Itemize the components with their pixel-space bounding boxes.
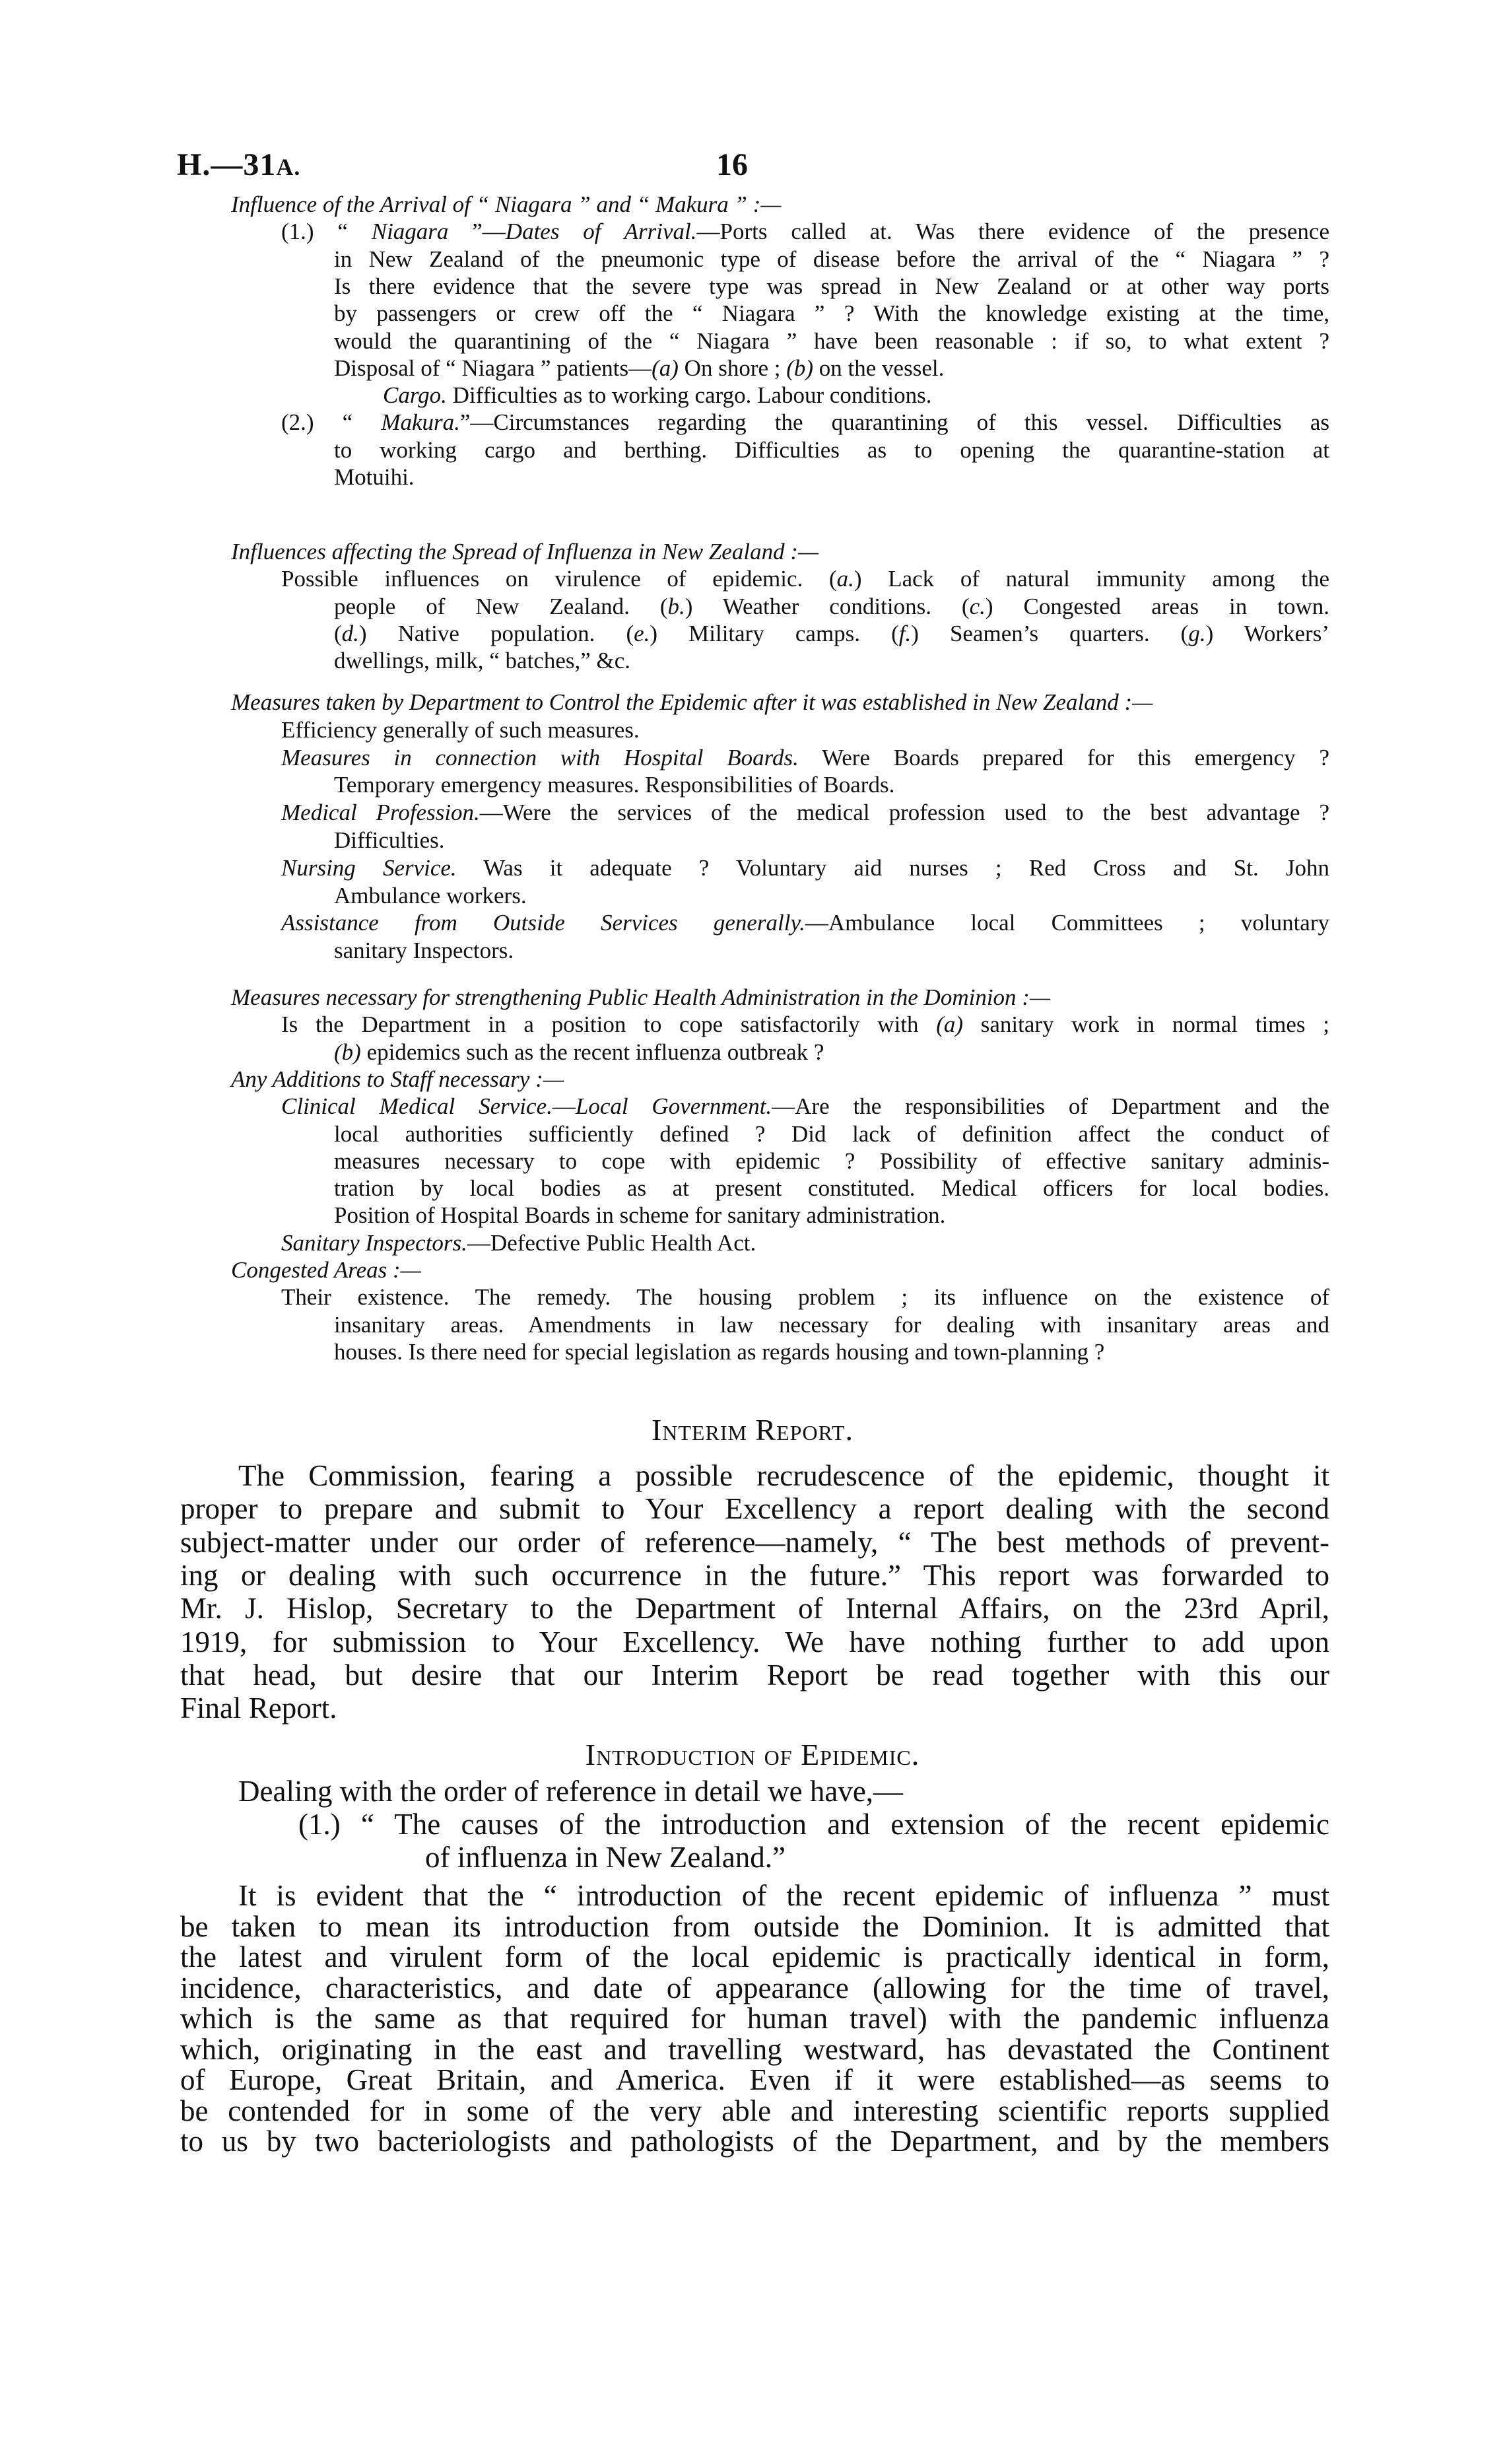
text: (2.) “: [281, 409, 382, 436]
text: —Ports called at. Was there evidence of the presence: [696, 219, 1329, 245]
text: It is evident that the “ introduction of the recent epidemic of influenza ” must: [238, 1879, 1329, 1912]
text-line: [281, 1011, 1329, 1038]
italic-text: Assistance from Outside Services generally.: [281, 910, 805, 936]
text-line: [334, 1175, 1329, 1202]
text: would the quarantining of the “ Niagara ” have been reasonable : if so, to what extent ?: [334, 327, 1329, 354]
text-line: [180, 2096, 1329, 2127]
italic-text: d.: [341, 620, 359, 646]
text-line: [334, 1202, 1329, 1229]
text: On shore ;: [678, 355, 787, 381]
text-line: [180, 1692, 1329, 1725]
section-title: [0, 1736, 1505, 1773]
text-line: [180, 1659, 1329, 1692]
text: Is the Department in a position to cope satisfactorily with: [281, 1011, 937, 1038]
italic-text: Any Additions to Staff necessary :—: [231, 1066, 564, 1092]
text: ) Workers’: [1205, 620, 1329, 646]
text: ) Weather conditions. (: [685, 593, 970, 619]
text-line: [383, 382, 1329, 409]
text-line: [334, 827, 1329, 854]
text-line: [180, 2034, 1329, 2065]
text-line: [238, 1459, 1329, 1492]
text: Final Report.: [180, 1692, 337, 1725]
text-line: [334, 273, 1329, 300]
italic-text: Makura.: [381, 409, 460, 436]
text: —Are the responsibilities of Department and the: [772, 1093, 1329, 1120]
text: in New Zealand of the pneumonic type of disease before the arrival of the “ Niagara ” ?: [334, 246, 1329, 272]
document-code-suffix: A.: [276, 154, 301, 180]
text-line: [180, 1559, 1329, 1592]
text: Dealing with the order of reference in detail we have,—: [238, 1775, 904, 1808]
text: —Defective Public Health Act.: [467, 1229, 756, 1256]
text: to working cargo and berthing. Difficulties as to opening the quarantine-station at: [334, 436, 1329, 463]
text: ”—: [448, 219, 506, 245]
text: be taken to mean its introduction from outside the Dominion. It is admitted that: [180, 1909, 1329, 1943]
text: Disposal of “ Niagara ” patients—: [334, 355, 652, 381]
text-line: [281, 1283, 1329, 1311]
text: Difficulties.: [334, 827, 445, 853]
text: Interim Report.: [651, 1413, 854, 1447]
italic-text: Medical Profession.: [281, 800, 480, 826]
text: Motuihi.: [334, 464, 415, 490]
text-line: [425, 1841, 1329, 1874]
text-line: [334, 1311, 1329, 1338]
text: the latest and virulent form of the local epidemic is practically identical in form,: [180, 1940, 1329, 1973]
text: —: [552, 1093, 576, 1120]
text: ) Military camps. (: [650, 620, 899, 646]
text-line: [180, 1626, 1329, 1659]
text-line: [334, 771, 1329, 798]
page-number: 16: [716, 147, 748, 182]
italic-text: (b): [786, 355, 814, 381]
text-line: [281, 1229, 1329, 1256]
italic-text: Congested Areas :—: [231, 1257, 421, 1283]
text-line: [238, 1880, 1329, 1911]
text: ing or dealing with such occurrence in the future.” This report was forwarded to: [180, 1558, 1329, 1592]
text: —Ambulance local Committees ; voluntary: [805, 910, 1329, 936]
italic-text: b.: [667, 593, 685, 619]
text-line: [180, 1942, 1329, 1973]
italic-text: (a): [936, 1011, 964, 1038]
text: on the vessel.: [813, 355, 945, 381]
text-line: [334, 1147, 1329, 1175]
italic-text: c.: [969, 593, 986, 619]
text: insanitary areas. Amendments in law necessary for dealing with insanitary areas and: [334, 1311, 1329, 1338]
text: Temporary emergency measures. Responsibilities of Boards.: [334, 772, 895, 798]
section-heading: [231, 1066, 1329, 1093]
text: houses. Is there need for special legislation as regards housing and town-planning ?: [334, 1338, 1105, 1365]
text: tration by local bodies as at present constituted. Medical officers for local bodies.: [334, 1175, 1329, 1202]
text: which is the same as that required for human travel) with the pandemic influenza: [180, 2002, 1329, 2035]
text: Ambulance workers.: [334, 882, 527, 908]
text-line: [281, 909, 1329, 936]
text-line: [281, 218, 1329, 245]
text: —Were the services of the medical profession used to the best advantage ?: [479, 800, 1329, 826]
italic-text: Measures in connection with Hospital Boards.: [281, 744, 799, 770]
text: Efficiency generally of such measures.: [281, 716, 640, 743]
text: ) Lack of natural immunity among the: [853, 566, 1329, 592]
text: Position of Hospital Boards in scheme for sanitary administration.: [334, 1202, 946, 1229]
text: Were Boards prepared for this emergency ?: [798, 744, 1329, 770]
section-heading: [231, 1256, 1329, 1283]
italic-text: Measures necessary for strengthening Public Health Administration in the Dominion :—: [231, 984, 1051, 1010]
text-line: [334, 620, 1329, 647]
text-line: [298, 1808, 1329, 1841]
document-code: [177, 147, 300, 183]
text-line: [281, 744, 1329, 771]
text: 1919, for submission to Your Excellency. We have nothing further to add upon: [180, 1625, 1329, 1659]
section-title: [0, 1412, 1505, 1449]
text-line: [281, 799, 1329, 826]
text-line: [334, 937, 1329, 964]
text: Their existence. The remedy. The housing problem ; its influence on the existence of: [281, 1284, 1329, 1311]
section-heading: [231, 191, 1329, 218]
text-line: [334, 647, 1329, 674]
section-heading: [231, 538, 1329, 565]
text: Mr. J. Hislop, Secretary to the Department of Internal Affairs, on the 23rd April,: [180, 1592, 1329, 1626]
text-line: [180, 2126, 1329, 2157]
text: incidence, characteristics, and date of appearance (allowing for the time of travel,: [180, 1971, 1329, 2004]
text: Introduction of Epidemic.: [585, 1738, 920, 1771]
text: local authorities sufficiently defined ? Did lack of definition affect the conduct of: [334, 1120, 1329, 1147]
text-line: [180, 1973, 1329, 2004]
text-line: [281, 1093, 1329, 1120]
italic-text: Sanitary Inspectors.: [281, 1229, 467, 1256]
text: be contended for in some of the very able and interesting scientific reports supplied: [180, 2094, 1329, 2127]
text-line: [334, 327, 1329, 355]
text: ) Native population. (: [358, 620, 634, 646]
text: subject-matter under our order of reference—namely, “ The best methods of prevent-: [180, 1525, 1329, 1559]
text: of influenza in New Zealand.”: [425, 1841, 786, 1874]
text: measures necessary to cope with epidemic ? Possibility of effective sanitary adminis-: [334, 1147, 1329, 1174]
italic-text: Local Government.: [575, 1093, 772, 1120]
text: epidemics such as the recent influenza outbreak ?: [360, 1039, 824, 1065]
italic-text: (a): [652, 355, 679, 381]
text: ) Seamen’s quarters. (: [911, 620, 1189, 646]
text: The Commission, fearing a possible recrudescence of the epidemic, thought it: [238, 1459, 1329, 1492]
text-line: [334, 355, 1329, 382]
text-line: [334, 1338, 1329, 1365]
text: ) Congested areas in town.: [985, 593, 1329, 619]
italic-text: Clinical Medical Service.: [281, 1093, 552, 1120]
text-line: [334, 246, 1329, 273]
text: sanitary Inspectors.: [334, 938, 514, 964]
text: Was it adequate ? Voluntary aid nurses ; Red Cross and St. John: [456, 854, 1330, 881]
italic-text: Nursing Service.: [281, 854, 457, 881]
text: people of New Zealand. (: [334, 593, 668, 619]
text: Is there evidence that the severe type was spread in New Zealand or at other way ports: [334, 273, 1329, 299]
italic-text: f.: [898, 620, 912, 646]
text-line: [180, 1911, 1329, 1942]
text: dwellings, milk, “ batches,” &c.: [334, 648, 631, 674]
text: sanitary work in normal times ;: [963, 1011, 1329, 1038]
text-line: [180, 1526, 1329, 1559]
text-line: [334, 463, 1329, 491]
italic-text: a.: [836, 566, 854, 592]
italic-text: g.: [1188, 620, 1206, 646]
italic-text: Dates of Arrival.: [505, 219, 697, 245]
text-line: [281, 716, 1329, 743]
italic-text: Influences affecting the Spread of Influenza in New Zealand :—: [231, 539, 819, 565]
section-heading: [231, 984, 1329, 1011]
text-line: [180, 1492, 1329, 1525]
text-line: [238, 1775, 1329, 1808]
text-line: [281, 409, 1329, 436]
text: of Europe, Great Britain, and America. Even if it were established—as seems to: [180, 2063, 1329, 2096]
text-line: [180, 1592, 1329, 1625]
text-line: [334, 593, 1329, 620]
text: (1.) “ The causes of the introduction and extension of the recent epidemic: [298, 1808, 1329, 1841]
text-line: [281, 565, 1329, 592]
italic-text: Measures taken by Department to Control the Epidemic after it was established in New Zealand :—: [231, 689, 1153, 715]
text-line: [334, 882, 1329, 909]
italic-text: Niagara: [371, 219, 449, 245]
italic-text: Cargo.: [383, 382, 447, 409]
text: ”—Circumstances regarding the quarantining of this vessel. Difficulties as: [459, 409, 1329, 436]
text-line: [334, 436, 1329, 463]
text: proper to prepare and submit to Your Excellency a report dealing with the second: [180, 1492, 1329, 1526]
text-line: [281, 854, 1329, 881]
text-line: [334, 1120, 1329, 1147]
section-heading: [231, 689, 1329, 716]
text-line: [334, 1039, 1329, 1066]
text: which, originating in the east and travelling westward, has devastated the Continent: [180, 2032, 1329, 2066]
text: Difficulties as to working cargo. Labour conditions.: [446, 382, 932, 409]
italic-text: (b): [334, 1039, 361, 1065]
text: to us by two bacteriologists and pathologists of the Department, and by the members: [180, 2125, 1329, 2158]
text: (: [334, 620, 342, 646]
text-line: [180, 2065, 1329, 2096]
text: Possible influences on virulence of epidemic. (: [281, 566, 837, 592]
text: by passengers or crew off the “ Niagara ” ? With the knowledge existing at the time,: [334, 300, 1329, 327]
text-line: [334, 300, 1329, 327]
italic-text: Influence of the Arrival of “ Niagara ” and “ Makura ” :—: [231, 191, 782, 217]
text: that head, but desire that our Interim Report be read together with this our: [180, 1658, 1329, 1692]
italic-text: e.: [634, 620, 650, 646]
text: (1.) “: [281, 219, 372, 245]
document-code-main: H.—31: [177, 147, 277, 182]
text-line: [180, 2003, 1329, 2034]
